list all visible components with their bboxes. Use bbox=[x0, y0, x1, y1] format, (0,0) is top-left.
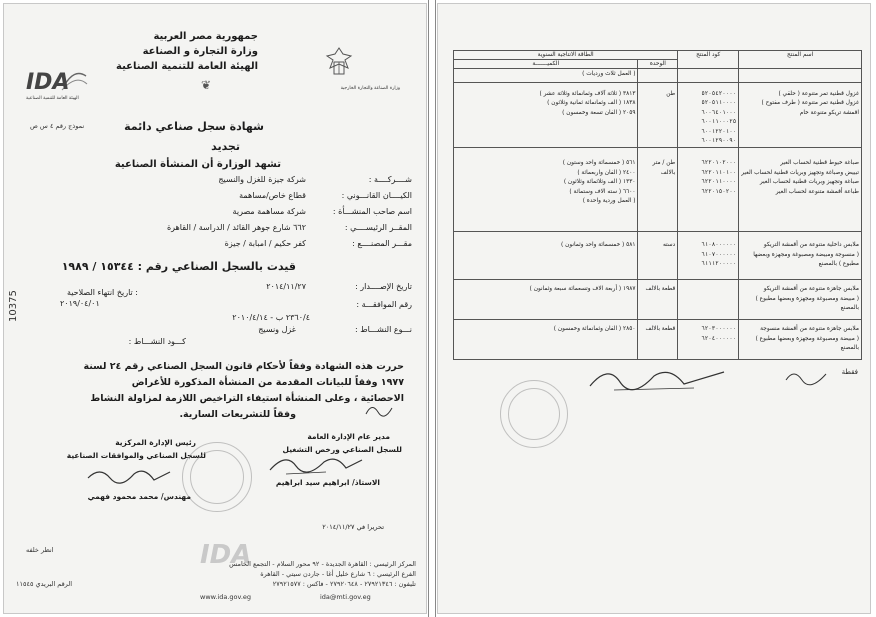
sign-left-title-2: للسجل الصناعي والموافقات الصناعية bbox=[66, 451, 206, 460]
unit: طن / متر بالالف bbox=[652, 160, 676, 176]
product-code: ٦٠٠٦٤٠١٠٠٠ bbox=[701, 109, 737, 116]
activity-type-value: غزل ونسيج bbox=[258, 325, 296, 334]
field-value-factory-location: كفر حكيم / امبابة / جيزة bbox=[224, 239, 306, 248]
written-date: تحريرا في ٢٠١٤/١١/٢٧ bbox=[322, 523, 384, 531]
product-code: ٦٠٠١٢٩٠٠٩٠ bbox=[701, 138, 737, 145]
quantity: ٢٤٠٠ ( الفان واربعمائة ) bbox=[577, 169, 636, 176]
footer bbox=[14, 560, 418, 604]
product-code: ٥٢٠٥٤٢٠٠٠٠ bbox=[701, 91, 737, 97]
product-code: ٥٢٠٥١١٠٠٠٠ bbox=[701, 100, 737, 107]
below-table-note: فقطة bbox=[841, 368, 858, 376]
header-line-1: جمهورية مصر العربية bbox=[153, 31, 258, 42]
quantity: ١٨٣٨ ( الف وثمانمائة ثمانية وثلاثون ) bbox=[547, 100, 636, 107]
signature-right bbox=[266, 450, 366, 478]
col-header-product: اسم المنتج bbox=[739, 51, 862, 69]
header-line-3: الهيئة العامة للتنمية الصناعية bbox=[116, 61, 258, 72]
activity-code-label: كـــود النشـــاط : bbox=[128, 337, 186, 346]
field-label-factory-location: مقـــر المصنــــع : bbox=[352, 239, 412, 248]
ida-logo: IDA الهيئة العامة للتنمية الصناعية bbox=[26, 64, 88, 104]
sign-right-title-2: للسجل الصناعي ورخص التشغيل bbox=[282, 445, 402, 454]
product-name: غزول قطنية تمر متنوعة ( حلقي ) bbox=[778, 91, 859, 97]
expiry-date-value: ٢٠١٩/٠٤/٠١ bbox=[60, 299, 100, 308]
quantity: ٦٦٠٠ ( سته الاف وستمائة ) bbox=[569, 188, 636, 195]
unit: دسته bbox=[662, 242, 676, 249]
col-header-unit: الوحدة bbox=[638, 60, 678, 69]
field-value-company: شركة جيزة للغزل والنسيج bbox=[218, 175, 306, 184]
ministry-caption: وزارة الصناعة والتجارة الخارجية bbox=[340, 86, 400, 91]
product-code: ٦٢٢٠١١٠١٠٠ bbox=[701, 169, 737, 176]
body-line-3: الاحصائية ، وعلى المنشأة استيفاء التراخيص اللازمة لمزاولة النشاط bbox=[90, 393, 404, 404]
body-line-4: وفقاً للتشريعات السارية. bbox=[179, 409, 296, 420]
sign-left-name: مهندس/ محمد محمود فهمي bbox=[87, 492, 191, 501]
shift-note: ( العمل ثلاث ورديات ) bbox=[582, 71, 636, 77]
unit: قطعة بالالف bbox=[645, 326, 676, 333]
approval-value: ٢٣٦٠/٤ ب - ٢٠١٠/٤/١٤ bbox=[232, 313, 310, 322]
footer-website: www.ida.gov.eg bbox=[200, 593, 252, 601]
product-name: صباغة خيوط قطنية لحساب الغير bbox=[780, 160, 859, 167]
quantity: ٥٦١ ( خمسمائة واحد وستون ) bbox=[562, 160, 636, 167]
footer-postal: الرقم البريدي ١١٥٤٥ bbox=[16, 580, 73, 588]
body-line-1: حررت هذه الشهادة وفقاً لأحكام قانون السجل الصناعي رقم ٢٤ لسنة bbox=[83, 361, 404, 372]
product-code: ٦١٠٧٠٠٠٠٠٠ bbox=[701, 251, 737, 258]
side-serial-number: 10375 bbox=[8, 290, 19, 322]
product-code: ٦٠٠١٢٢٠١٠٠ bbox=[701, 128, 737, 135]
product-name: ملابس جاهزة متنوعة من أقمشة منسوجة bbox=[760, 326, 859, 333]
col-header-capacity: الطاقة الانتاجية السنوية bbox=[454, 51, 678, 60]
quantity: ٢٠٥٩ ( الفان تسعة وخمسون ) bbox=[562, 109, 636, 116]
expiry-date-label: تاريخ انتهاء الصلاحية : bbox=[66, 288, 138, 297]
table-row bbox=[454, 320, 862, 360]
table-row bbox=[454, 280, 862, 320]
sign-right-title-1: مدير عام الإدارة العامة bbox=[307, 432, 390, 441]
form-number: نموذج رقم ٤ س ص bbox=[30, 122, 85, 130]
product-code: ٦٢٠٣٠٠٠٠٠٠ bbox=[701, 326, 737, 333]
footer-email: ida@mti.gov.eg bbox=[320, 593, 371, 601]
quantity: ( العمل وردية واحدة ) bbox=[582, 198, 636, 205]
sign-right-name: الاستاذ/ ابراهيم سيد ابراهيم bbox=[275, 478, 380, 487]
table-row bbox=[454, 83, 862, 148]
product-code: ٦١٠٨٠٠٠٠٠٠ bbox=[701, 242, 737, 249]
certificate-back-page bbox=[437, 3, 871, 614]
table-row bbox=[454, 69, 862, 83]
body-line-2: ١٩٧٧ وفقاً للبيانات المقدمة من المنشأة المذكورة للأغراض bbox=[131, 377, 404, 388]
certificate-title: شهادة سجل صناعي دائمة bbox=[124, 120, 264, 133]
footer-watermark-logo: IDA bbox=[200, 540, 252, 570]
back-stamp-inner bbox=[508, 388, 560, 440]
quantity: ٣٨١٣ ( ثلاثة آلاف وثمانمائة وثلاثة عشر ) bbox=[539, 91, 636, 97]
page-gutter bbox=[428, 0, 436, 617]
product-name: اقمشة تريكو متنوعة خام bbox=[799, 109, 859, 116]
official-stamp-inner bbox=[190, 450, 244, 504]
product-code: ٦٢٢٠١١٠٠٠٠ bbox=[701, 179, 737, 186]
product-name: ملابس جاهزة متنوعة من أقمشة التريكو bbox=[763, 286, 859, 293]
col-header-code: كود المنتج bbox=[678, 51, 739, 69]
unit: طن bbox=[666, 91, 676, 97]
activity-type-label: نـــوع النشـــاط : bbox=[354, 325, 412, 334]
product-code: ٦٢٢٠١٠٢٠٠٠ bbox=[701, 160, 737, 167]
field-value-headquarters: ٦٦٢ شارع جوهر القائد / الدراسة / القاهرة bbox=[166, 223, 306, 232]
quantity: ١٩٨٧ ( أربعة الاف وتسعمائة سبعة وثمانون ) bbox=[529, 286, 636, 293]
product-name: ( منسوجة ومبيضة ومصبوغة ومجهزة وبعضها مطبوع ) بالمصنع bbox=[753, 251, 859, 268]
field-value-legal-entity: قطاع خاص/مساهمة bbox=[239, 191, 306, 200]
quantity: ٥٨١ ( خمسمائة واحد وثمانون ) bbox=[561, 242, 636, 249]
product-name: تبييض وصباغة وتجهيز وبريات قطنية لحساب الغير bbox=[741, 169, 859, 176]
see-back-note: انظر خلفه bbox=[26, 546, 54, 554]
signature-left bbox=[84, 464, 174, 488]
field-label-headquarters: المقــر الرئيســــي : bbox=[344, 223, 412, 232]
field-label-legal-entity: الكيــــان القانـــوني : bbox=[341, 191, 412, 200]
approval-label: رقم الموافقـــة : bbox=[356, 300, 412, 309]
field-value-owner: شركة مساهمة مصرية bbox=[232, 207, 306, 216]
egypt-eagle-emblem-icon bbox=[324, 44, 354, 84]
product-code: ٦٠٠١١٠٠٠٢٥ bbox=[701, 119, 737, 126]
product-name: ( مبيضة ومصبوغة ومجهزة وبعضها مطبوع ) بالمصنع bbox=[755, 335, 859, 352]
product-code: ٦١١١٢٠٠٠٠٠ bbox=[701, 261, 737, 268]
table-row bbox=[454, 232, 862, 280]
certificate-front-page bbox=[3, 3, 427, 614]
product-code: ٦٢٢٠١٥٠٢٠٠ bbox=[701, 188, 737, 195]
unit: قطعة بالالف bbox=[645, 286, 676, 293]
field-label-owner: اسم صاحب المنشـــأة : bbox=[332, 207, 412, 216]
ornament-icon: ❦ bbox=[201, 78, 212, 92]
products-table bbox=[453, 50, 862, 360]
quantity: ١٣٣٠ ( الف وثلاثمائة وثلاثون ) bbox=[563, 179, 636, 186]
product-name: غزول قطنية تمر متنوعة ( طرف مفتوح ) bbox=[761, 100, 859, 107]
footer-phones: تليفون : ٢٧٩٢١٣٤٦ - ٢٧٩٢٠٦٤٨ - فاكس : ٢٧٩٢١٥٧٧ bbox=[272, 580, 416, 588]
field-label-company: شــــركــــة : bbox=[368, 175, 412, 184]
handwritten-initials bbox=[362, 400, 398, 420]
header-line-2: وزارة التجارة و الصناعة bbox=[142, 46, 258, 57]
quantity: ٢٨٥٠ ( الفان وثمانمائة وخمسون ) bbox=[553, 326, 636, 333]
product-name: ملابس داخلية متنوعة من أقمشة التريكو bbox=[763, 242, 859, 249]
certificate-intro: تشهد الوزارة أن المنشأة الصناعية bbox=[114, 159, 281, 170]
product-name: ( مبيضة ومصبوغة ومجهزة وبعضها مطبوع ) بالمصنع bbox=[755, 295, 859, 312]
issue-date-value: ٢٠١٤/١١/٢٧ bbox=[266, 282, 306, 291]
table-row bbox=[454, 148, 862, 232]
product-name: صباغة وتجهيز وبريات قطنية لحساب الغير bbox=[759, 179, 859, 186]
certificate-subtitle: تجديد bbox=[211, 140, 240, 153]
product-name: طباعة أقمشة متنوعة لحساب الغير bbox=[775, 188, 859, 195]
sign-left-title-1: رئيس الإدارة المركزية bbox=[115, 438, 196, 447]
registration-number: قيدت بالسجل الصناعي رقم : ١٥٣٤٤ / ١٩٨٩ bbox=[61, 260, 296, 273]
back-initials bbox=[782, 366, 832, 388]
col-header-quantity: الكميـــــــة bbox=[454, 60, 638, 69]
footer-address-2: الفرع الرئيسي : ٦ شارع خليل أغا - جاردن سيتي - القاهرة bbox=[260, 570, 416, 578]
product-code: ٦٢٠٤٠٠٠٠٠٠ bbox=[701, 335, 737, 342]
back-signature bbox=[584, 360, 734, 396]
footer-address-1: المركز الرئيسي : القاهرة الجديدة - ٩٢ محور السلام - التجمع الخامس bbox=[229, 560, 416, 568]
issue-date-label: تاريخ الإصــــدار : bbox=[355, 282, 412, 291]
